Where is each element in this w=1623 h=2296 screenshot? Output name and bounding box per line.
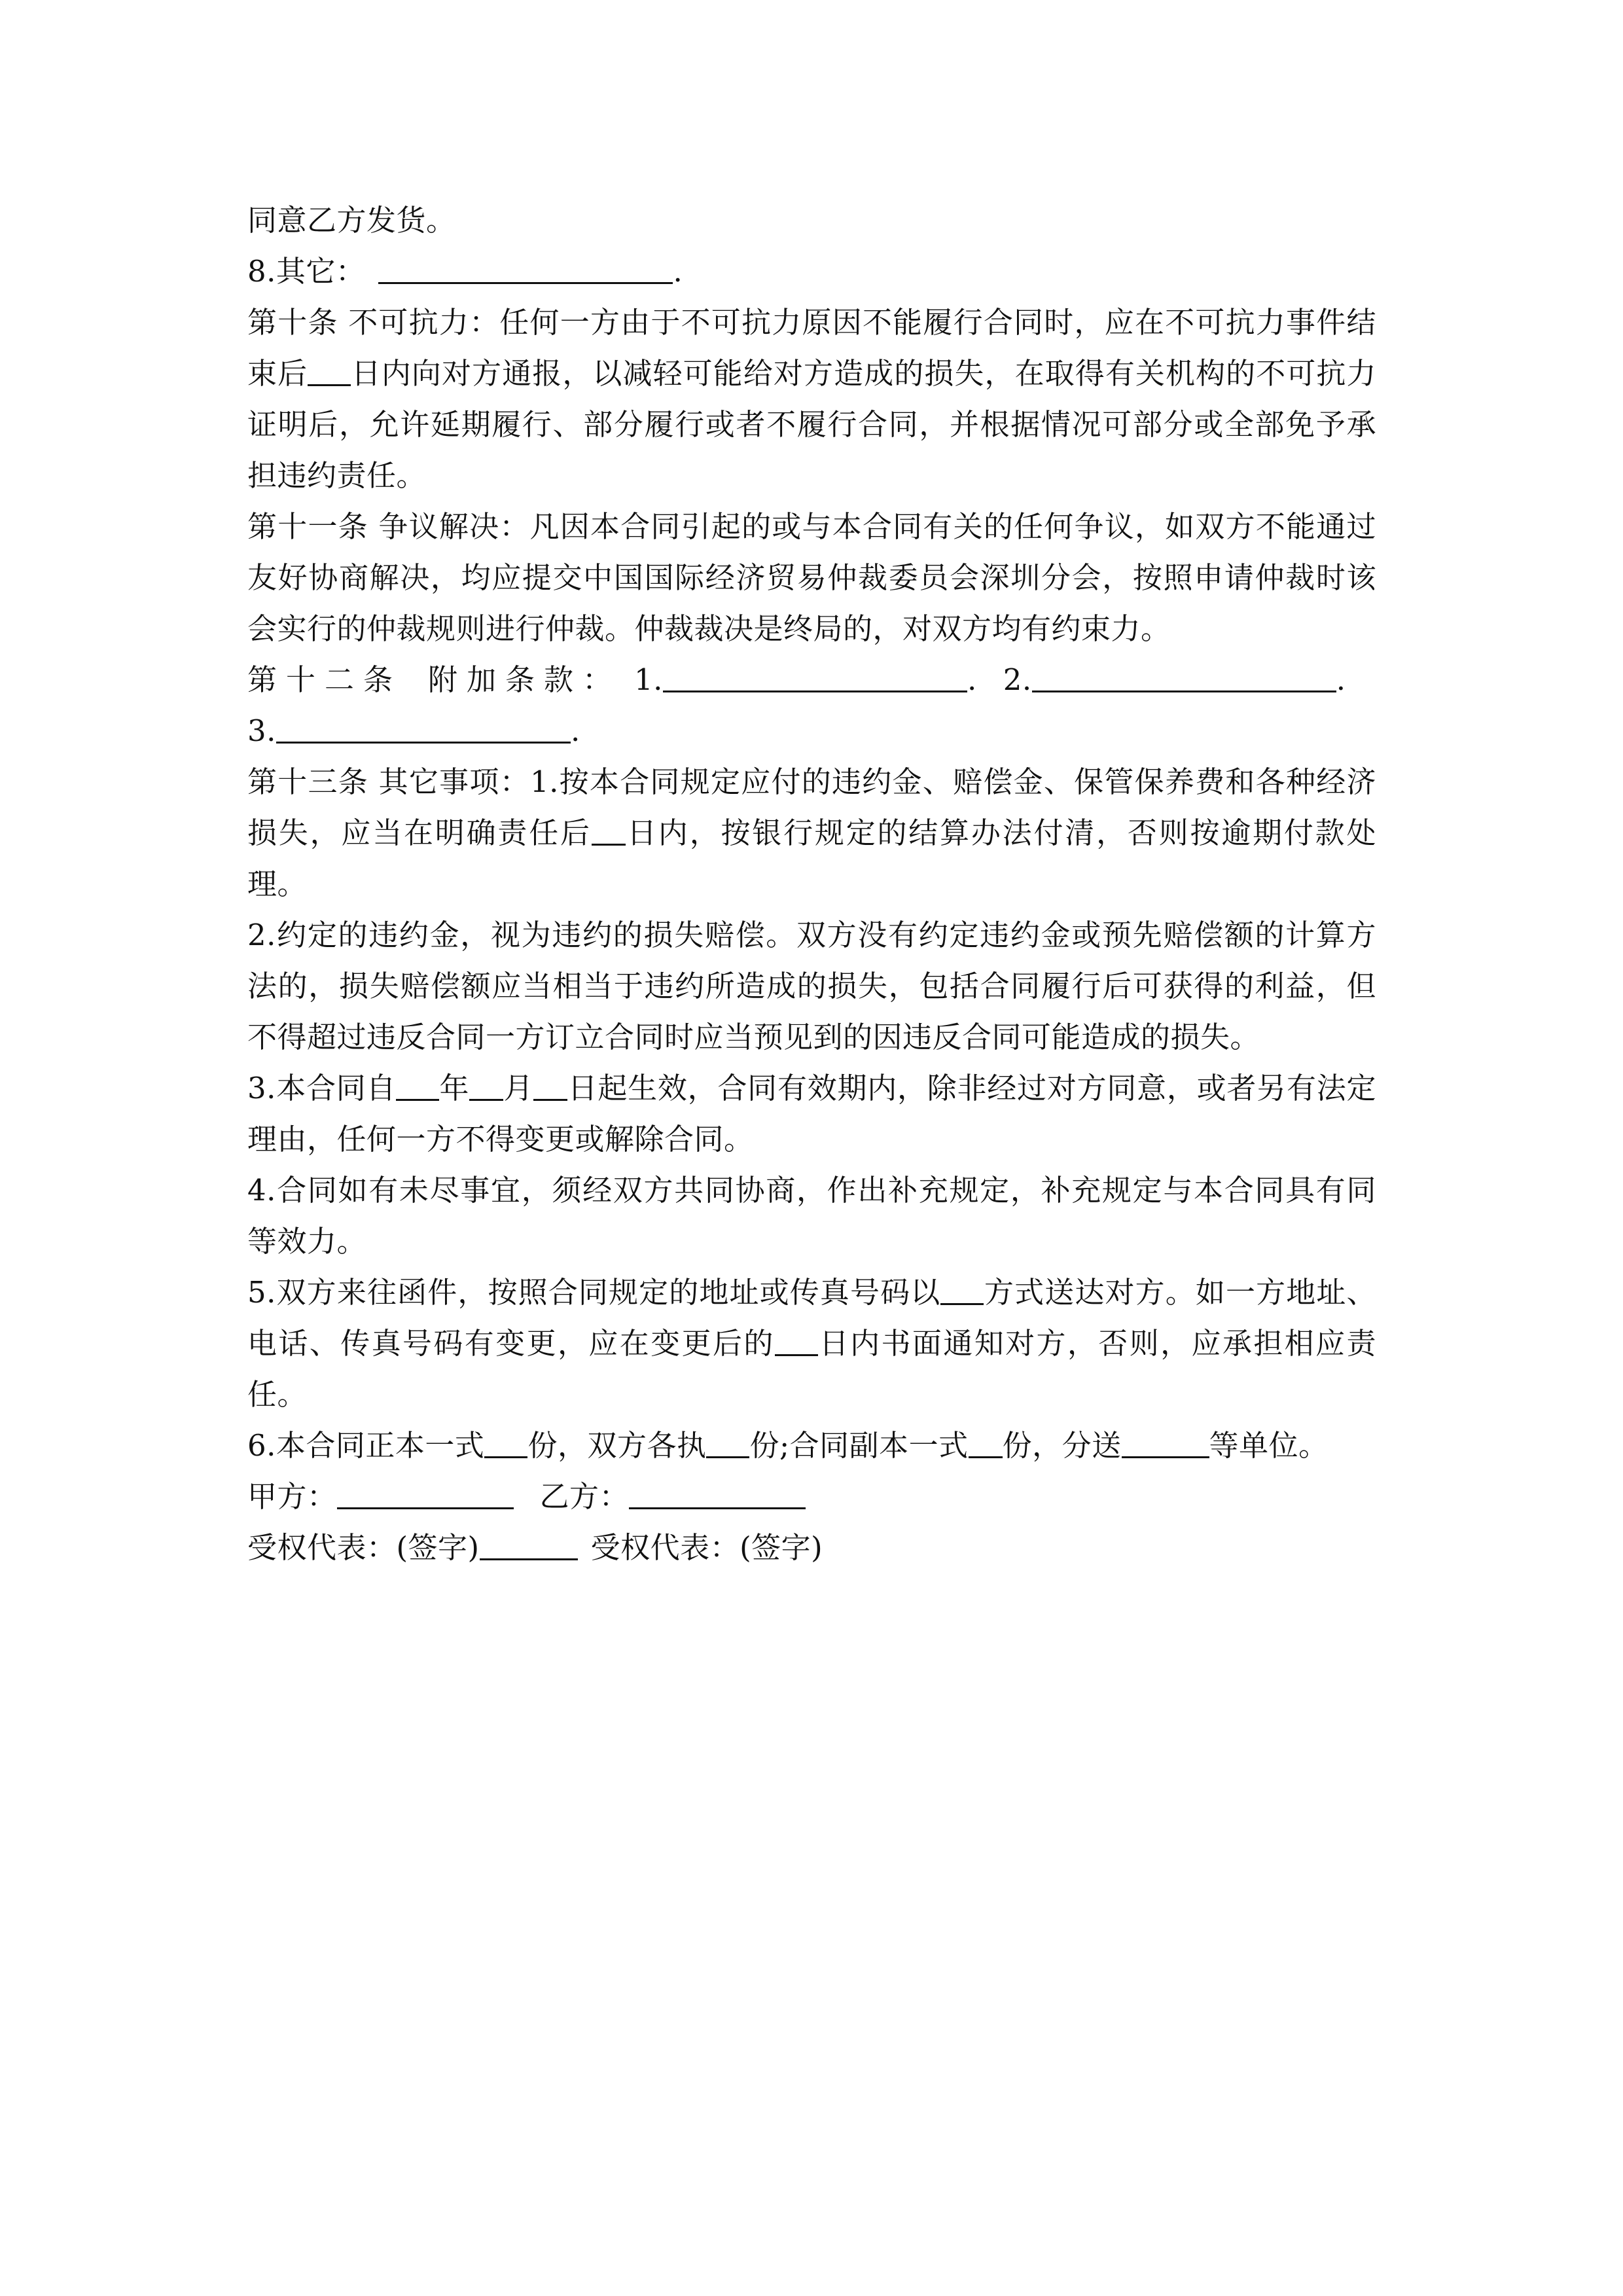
party-b-label: 乙方： (539, 1479, 630, 1514)
text: 5.双方来往函件，按照合同规定的地址或传真号码以 (247, 1275, 941, 1310)
rep-a-blank (480, 1532, 578, 1560)
clause-2 (247, 910, 1376, 1063)
article-13 (247, 757, 1376, 910)
blank-line (308, 358, 351, 386)
party-a-blank (337, 1481, 514, 1509)
text: 份，双方各执 (527, 1428, 707, 1463)
blank-line (1032, 664, 1336, 692)
blank-line (533, 1073, 567, 1101)
blank-line (378, 256, 673, 284)
text: 份;合同副本一式 (749, 1428, 969, 1463)
blank-line (484, 1430, 527, 1458)
text: 3.本合同自 (247, 1071, 397, 1105)
text: 第十二条 (247, 662, 402, 697)
text: 方式送达对方。如一方地址、电话、传真号码有变更，应在变更后的 (247, 1275, 1376, 1361)
text: . (967, 662, 977, 697)
text: 等单位。 (1209, 1428, 1329, 1463)
clause-3 (247, 1063, 1376, 1165)
text: 份，分送 (1002, 1428, 1122, 1463)
signature-representatives (247, 1522, 1376, 1573)
blank-line (706, 1430, 749, 1458)
text: 同意乙方发货。 (247, 203, 456, 238)
text: 6.本合同正本一式 (247, 1428, 485, 1463)
text: 日内，按银行规定的结算办法付清，否则按逾期付款处理。 (247, 816, 1376, 901)
blank-line (1122, 1430, 1209, 1458)
text: 附加条款： (428, 662, 622, 697)
text: 2. (1003, 662, 1032, 697)
text: 2.约定的违约金，视为违约的损失赔偿。双方没有约定违约金或预先赔偿额的计算方法的，损失赔偿额应当相当于违约所造成的损失，包括合同履行后可获得的利益，但不得超过违反合同一方订立合同时应当预见到的因违反合同可能造成的损失。 (247, 918, 1376, 1054)
blank-line (940, 1277, 984, 1305)
text: 第十三条 其它事项：1.按本合同规定应付的违约金、赔偿金、保管保养费和各种经济损失，应当在明确责任后 (247, 764, 1376, 850)
blank-line (775, 1328, 818, 1356)
text: . (570, 713, 580, 748)
article-10 (247, 297, 1376, 501)
party-a-label: 甲方： (247, 1479, 337, 1514)
text: 第十条 不可抗力：任何一方由于不可抗力原因不能履行合同时，应在不可抗力事件结束后 (247, 305, 1376, 391)
line-agree-shipping (247, 195, 1376, 246)
rep-b-label: 受权代表：(签字) (590, 1530, 823, 1565)
clause-6 (247, 1420, 1376, 1471)
text: 1. (634, 662, 663, 697)
text: 年 (439, 1071, 470, 1105)
text: 日起生效，合同有效期内，除非经过对方同意，或者另有法定理由，任何一方不得变更或解除合同。 (247, 1071, 1376, 1157)
party-b-blank (629, 1481, 806, 1509)
text: 日内向对方通报，以减轻可能给对方造成的损失，在取得有关机构的不可抗力证明后，允许延期履行、部分履行或者不履行合同，并根据情况可部分或全部免予承担违约责任。 (247, 356, 1376, 493)
text: 3. (247, 713, 276, 748)
blank-line (276, 715, 571, 744)
contract-body (247, 195, 1376, 1573)
text: . (673, 254, 683, 289)
blank-line (663, 664, 967, 692)
blank-line (396, 1073, 439, 1101)
text: 4.合同如有未尽事宜，须经双方共同协商，作出补充规定，补充规定与本合同具有同等效力。 (247, 1173, 1376, 1259)
article-12-line-2 (247, 706, 1376, 757)
text: 第十一条 争议解决：凡因本合同引起的或与本合同有关的任何争议，如双方不能通过友好协商解决，均应提交中国国际经济贸易仲裁委员会深圳分会，按照申请仲裁时该会实行的仲裁规则进行仲裁。仲裁裁决是终局的，对双方均有约束力。 (247, 509, 1376, 646)
blank-line (469, 1073, 503, 1101)
text: 月 (503, 1071, 534, 1105)
line-other (247, 246, 1376, 297)
signature-parties (247, 1471, 1376, 1522)
clause-4 (247, 1165, 1376, 1267)
blank-line (969, 1430, 1003, 1458)
rep-a-label: 受权代表：(签字) (247, 1530, 480, 1565)
blank-line (592, 817, 626, 846)
article-11 (247, 501, 1376, 655)
clause-5 (247, 1267, 1376, 1420)
text: 日内书面通知对方，否则，应承担相应责任。 (247, 1326, 1376, 1412)
article-12 (247, 655, 1376, 757)
text: . (1336, 662, 1346, 697)
text: 8.其它： (247, 254, 366, 289)
